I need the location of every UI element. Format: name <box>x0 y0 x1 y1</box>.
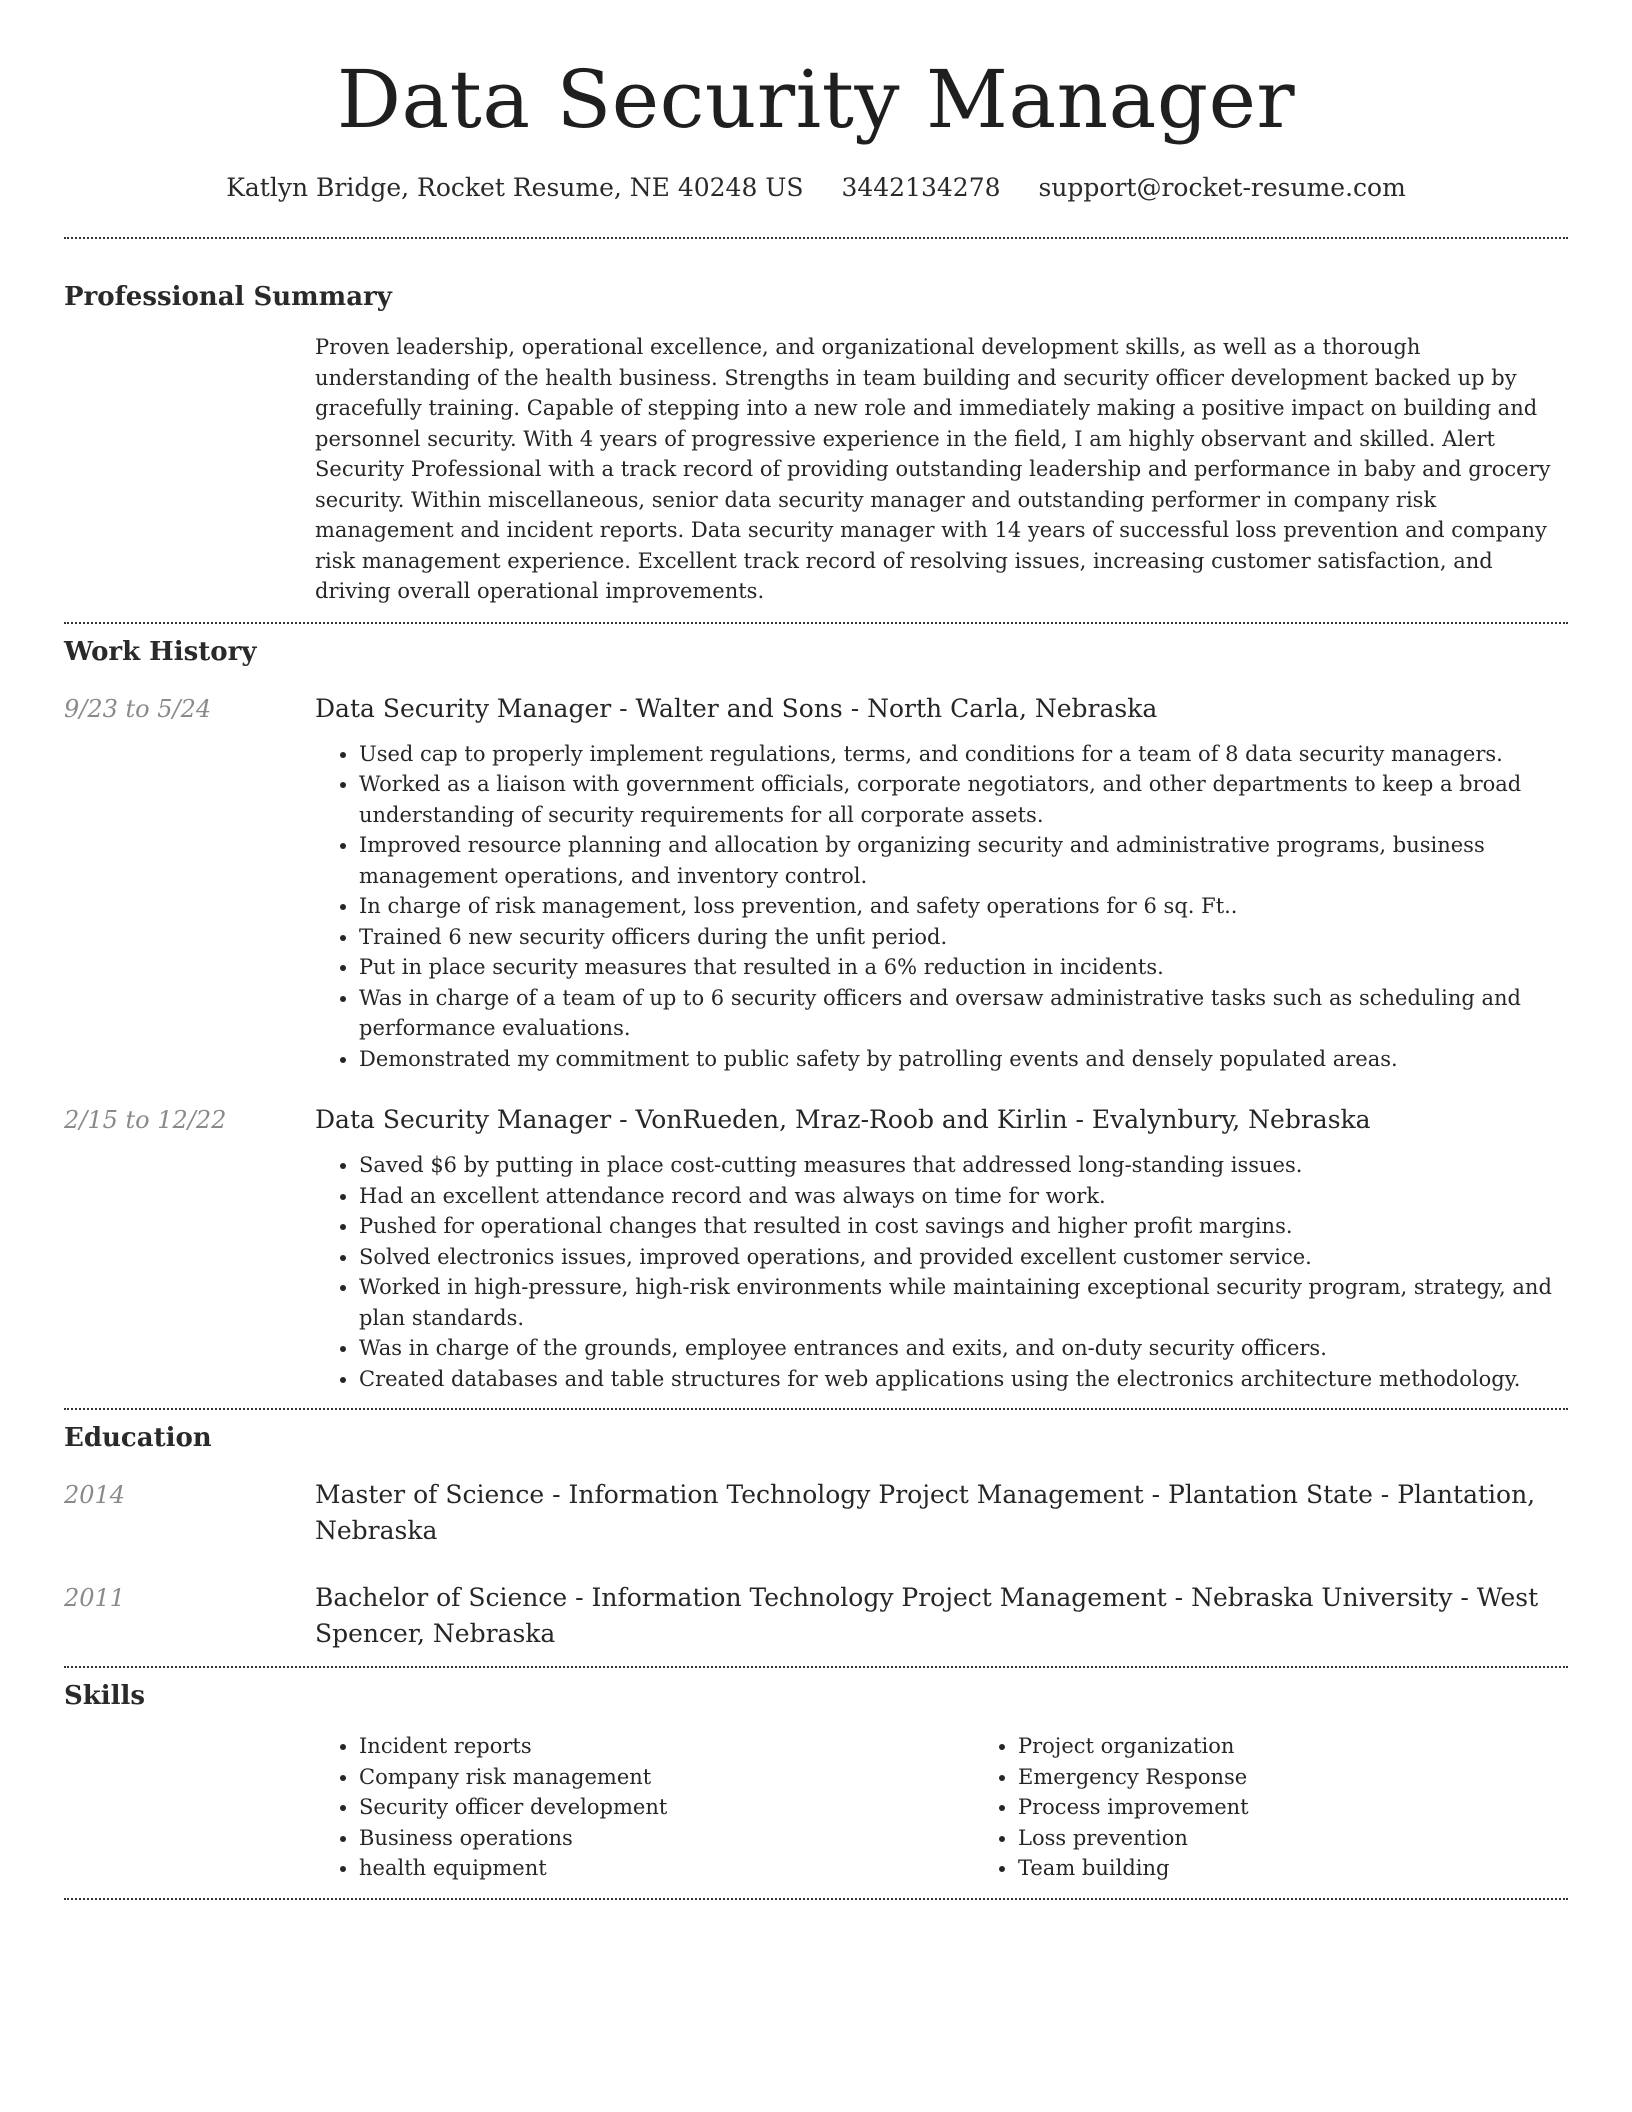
education-degree: Master of Science - Information Technology Project Management - Plantation State - Plantation, Nebraska <box>315 1480 1536 1545</box>
work-section <box>64 634 1568 1395</box>
skill-item: • Loss prevention <box>1018 1823 1632 1854</box>
contact-email: support@rocket-resume.com <box>1038 173 1406 202</box>
list-item: • Used cap to properly implement regulations, terms, and conditions for a team of 8 data security managers. <box>359 739 1568 770</box>
resume-page <box>64 0 1568 1900</box>
skill-item: • Emergency Response <box>1018 1762 1632 1793</box>
education-year: 2011 <box>64 1584 126 1612</box>
list-item: • In charge of risk management, loss prevention, and safety operations for 6 sq. Ft.. <box>359 891 1568 922</box>
education-heading: Education <box>64 1423 212 1453</box>
list-item: • Improved resource planning and allocation by organizing security and administrative programs, business management operations, and inventory control. <box>359 830 1568 891</box>
work-heading: Work History <box>64 636 257 667</box>
list-item: • Solved electronics issues, improved operations, and provided excellent customer service. <box>359 1242 1568 1273</box>
skill-item: • Business operations <box>359 1823 974 1854</box>
education-degree: Bachelor of Science - Information Technology Project Management - Nebraska University - West Spencer, Nebraska <box>315 1583 1539 1648</box>
contact-address: Katlyn Bridge, Rocket Resume, NE 40248 US <box>226 173 804 202</box>
skill-item: • Process improvement <box>1018 1792 1632 1823</box>
list-item: • Was in charge of the grounds, employee entrances and exits, and on-duty security officers. <box>359 1333 1568 1364</box>
skill-item: • Team building <box>1018 1853 1632 1884</box>
education-entry <box>64 1477 1568 1549</box>
summary-heading: Professional Summary <box>64 282 392 312</box>
list-item: • Put in place security measures that resulted in a 6% reduction in incidents. <box>359 952 1568 983</box>
resume-title: Data Security Manager <box>336 53 1296 146</box>
skills-heading: Skills <box>64 1681 146 1711</box>
skill-item: • Incident reports <box>359 1731 974 1762</box>
job-entry <box>64 691 1568 1075</box>
list-item: • Trained 6 new security officers during the unfit period. <box>359 922 1568 953</box>
skill-item: • health equipment <box>359 1853 974 1884</box>
section-divider <box>64 1898 1568 1900</box>
list-item: • Worked as a liaison with government officials, corporate negotiators, and other departments to keep a broad understanding of security requirements for all corporate assets. <box>359 769 1568 830</box>
job-bullets <box>315 1150 1568 1394</box>
skills-list-left <box>315 1731 974 1884</box>
skills-section <box>64 1678 1568 1884</box>
list-item: • Was in charge of a team of up to 6 security officers and oversaw administrative tasks such as scheduling and performance evaluations. <box>359 983 1568 1044</box>
list-item: • Worked in high-pressure, high-risk environments while maintaining exceptional security program, strategy, and plan standards. <box>359 1272 1568 1333</box>
education-entry <box>64 1580 1568 1652</box>
skill-item: • Project organization <box>1018 1731 1632 1762</box>
list-item: • Had an excellent attendance record and was always on time for work. <box>359 1181 1568 1212</box>
skills-list-right <box>974 1731 1632 1884</box>
section-divider <box>64 237 1568 239</box>
skill-item: • Company risk management <box>359 1762 974 1793</box>
contact-phone: 3442134278 <box>841 173 1001 202</box>
section-divider <box>64 1408 1568 1410</box>
list-item: • Saved $6 by putting in place cost-cutting measures that addressed long-standing issues. <box>359 1150 1568 1181</box>
summary-text: Proven leadership, operational excellence, and organizational development skills, as well as a thorough understanding of the health business. Strengths in team building and security officer development backed up by gracefully training. Capable of stepping into a new role and immediately making a positive impact on building and personnel security. With 4 years of progressive experience in the field, I am highly observant and skilled. Alert Security Professional with a track record of providing outstanding leadership and performance in baby and grocery security. Within miscellaneous, senior data security manager and outstanding performer in company risk management and incident reports. Data security manager with 14 years of successful loss prevention and company risk management experience. Excellent track record of resolving issues, increasing customer satisfaction, and driving overall operational improvements. <box>315 335 1551 603</box>
job-bullets <box>315 739 1568 1075</box>
list-item: • Created databases and table structures for web applications using the electronics architecture methodology. <box>359 1364 1568 1395</box>
job-title: Data Security Manager - VonRueden, Mraz-Roob and Kirlin - Evalynbury, Nebraska <box>315 1105 1371 1134</box>
section-divider <box>64 622 1568 624</box>
job-dates: 9/23 to 5/24 <box>64 694 212 723</box>
education-year: 2014 <box>64 1481 126 1509</box>
list-item: • Pushed for operational changes that resulted in cost savings and higher profit margins. <box>359 1211 1568 1242</box>
job-dates: 2/15 to 12/22 <box>64 1106 227 1134</box>
section-divider <box>64 1666 1568 1668</box>
list-item: • Demonstrated my commitment to public safety by patrolling events and densely populated areas. <box>359 1044 1568 1075</box>
education-section <box>64 1420 1568 1652</box>
contact-line <box>64 170 1568 206</box>
summary-block <box>64 279 1568 607</box>
job-title: Data Security Manager - Walter and Sons - North Carla, Nebraska <box>315 693 1158 723</box>
job-entry <box>64 1102 1568 1394</box>
skill-item: • Security officer development <box>359 1792 974 1823</box>
